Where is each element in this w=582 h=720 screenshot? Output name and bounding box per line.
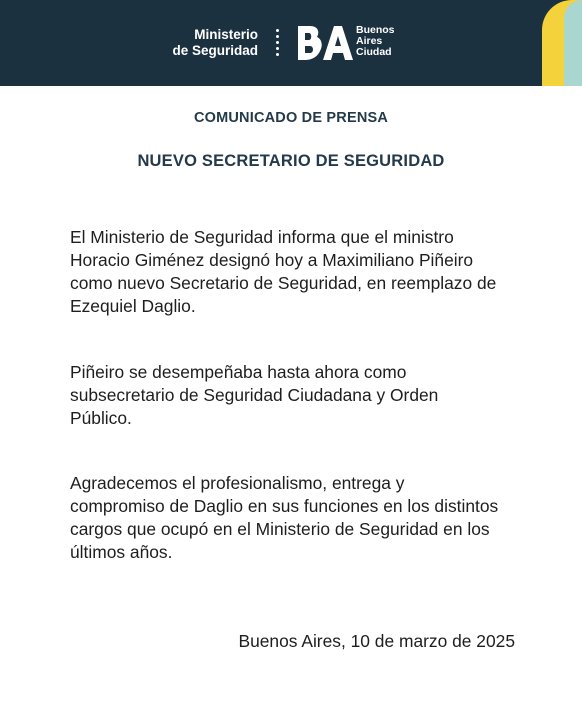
paragraph-line: compromiso de Daglio en sus funciones en los distintos <box>70 496 499 516</box>
corner-accent-teal <box>564 0 582 86</box>
paragraph-1 <box>70 226 496 318</box>
city-name <box>356 25 395 58</box>
paragraph-2 <box>70 361 438 430</box>
header-bar <box>0 0 582 86</box>
city-line-2: Aires <box>356 35 383 47</box>
ministry-name <box>150 27 258 59</box>
city-line-1: Buenos <box>356 24 395 36</box>
paragraph-line: últimos años. <box>70 542 173 562</box>
press-release <box>0 86 582 720</box>
ba-logo-icon <box>296 24 354 62</box>
paragraph-line: Horacio Giménez designó hoy a Maximiliano Piñeiro <box>70 250 474 270</box>
paragraph-3 <box>70 472 498 564</box>
document-label: COMUNICADO DE PRENSA <box>193 110 389 126</box>
paragraph-line: El Ministerio de Seguridad informa que el ministro <box>70 227 454 247</box>
dotted-divider <box>276 29 279 57</box>
city-line-3: Ciudad <box>356 46 392 58</box>
date-line: Buenos Aires, 10 de marzo de 2025 <box>238 631 515 651</box>
paragraph-line: Público. <box>70 408 132 428</box>
paragraph-line: subsecretario de Seguridad Ciudadana y Orden <box>70 385 439 405</box>
document-title: NUEVO SECRETARIO DE SEGURIDAD <box>137 152 445 170</box>
ministry-line-2: de Seguridad <box>172 43 258 58</box>
paragraph-line: Ezequiel Daglio. <box>70 296 196 316</box>
paragraph-line: cargos que ocupó en el Ministerio de Seguridad en los <box>70 519 490 539</box>
paragraph-line: Agradecemos el profesionalismo, entrega y <box>70 473 405 493</box>
ministry-line-1: Ministerio <box>194 27 258 42</box>
paragraph-line: como nuevo Secretario de Seguridad, en reemplazo de <box>70 273 497 293</box>
paragraph-line: Piñeiro se desempeñaba hasta ahora como <box>70 362 407 382</box>
